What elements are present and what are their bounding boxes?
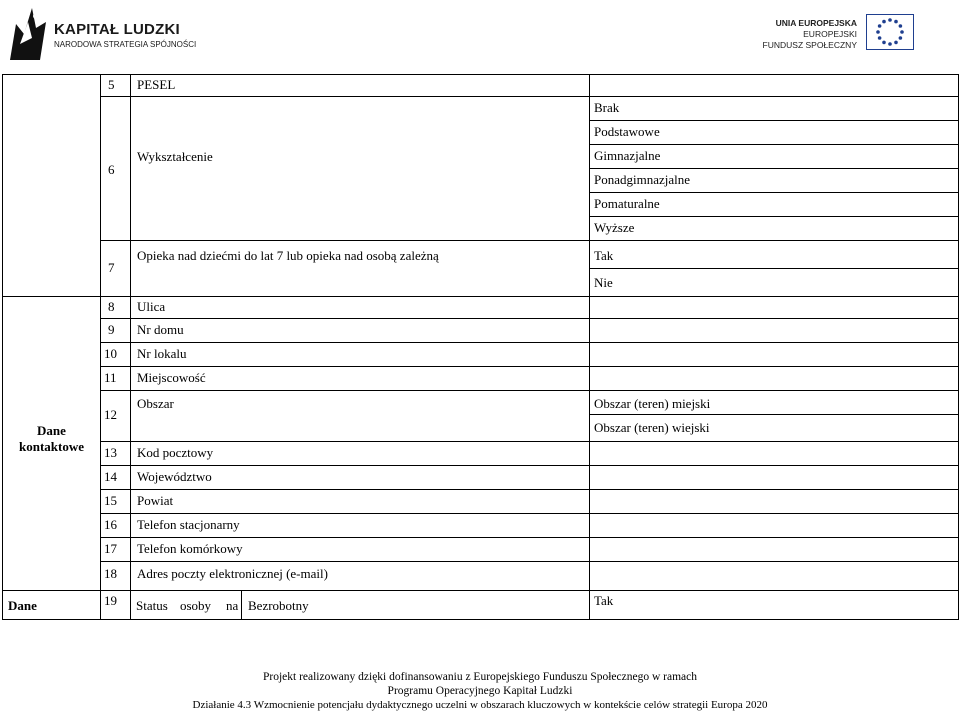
eu-logo-line3: FUNDUSZ SPOŁECZNY [762,40,857,50]
eu-logo-line1: UNIA EUROPEJSKA [775,18,857,28]
row-17-value[interactable] [589,537,959,562]
group-cell-contact [2,296,101,591]
row-17-num: 17 [100,537,131,562]
eu-flag-icon [866,14,914,50]
eu-star [888,18,892,22]
row-13-num: 13 [100,441,131,466]
row-16-num: 16 [100,513,131,538]
footer-line1: Projekt realizowany dzięki dofinansowaniu z Europejskiego Funduszu Społecznego w ramach [262,671,697,683]
eu-star [894,20,898,24]
row-6-option-6[interactable]: Wyższe [589,216,959,241]
eu-star [888,42,892,46]
row-6-label: Wykształcenie [130,96,590,241]
row-9-num: 9 [100,318,131,343]
row-5-num: 5 [100,74,131,97]
row-6-option-2[interactable]: Podstawowe [589,120,959,145]
row-16-value[interactable] [589,513,959,538]
row-6-option-3[interactable]: Gimnazjalne [589,144,959,169]
row-10-label: Nr lokalu [130,342,590,367]
row-14-num: 14 [100,465,131,490]
group-label-bottom: Dane [8,598,37,613]
row-7-option-2[interactable]: Nie [589,268,959,297]
row-5-label: PESEL [130,74,590,97]
row-11-value[interactable] [589,366,959,391]
row-16-label: Telefon stacjonarny [130,513,590,538]
row-18-num: 18 [100,561,131,591]
row-15-value[interactable] [589,489,959,514]
row-6-num: 6 [100,96,131,241]
eu-star [900,30,904,34]
row-7-option-1[interactable]: Tak [589,240,959,269]
footer-line3: Działanie 4.3 Wzmocnienie potencjału dydaktycznego uczelni w obszarach kluczowych w kontekście celów strategii Europa 2020 [192,699,768,711]
row-6-option-4[interactable]: Ponadgimnazjalne [589,168,959,193]
group-label-contact-line2: kontaktowe [18,439,84,454]
row-11-label: Miejscowość [130,366,590,391]
footer-line2: Programu Operacyjnego Kapitał Ludzki [387,685,573,697]
row-18-value[interactable] [589,561,959,591]
row-8-label: Ulica [130,296,590,319]
row-14-value[interactable] [589,465,959,490]
row-15-label: Powiat [130,489,590,514]
row-14-label: Województwo [130,465,590,490]
row-12-label: Obszar [130,390,590,442]
kapital-ludzki-title: KAPITAŁ LUDZKI [54,21,180,38]
row-11-num: 11 [100,366,131,391]
row-10-num: 10 [100,342,131,367]
eu-star [882,41,886,45]
group-label-contact-line1: Dane [37,423,66,438]
eu-star [899,36,903,40]
row-12-option-2[interactable]: Obszar (teren) wiejski [589,414,959,442]
row-8-value[interactable] [589,296,959,319]
group-cell-bottom [2,590,101,620]
kapital-ludzki-emblem-icon [6,4,50,62]
row-5-value [589,74,959,97]
row-9-label: Nr domu [130,318,590,343]
row-7-label: Opieka nad dziećmi do lat 7 lub opieka nad osobą zależną [130,240,590,297]
row-18-label: Adres poczty elektronicznej (e-mail) [130,561,590,591]
eu-star [899,24,903,28]
row-9-value[interactable] [589,318,959,343]
participant-form-table [2,74,959,620]
row-7-num: 7 [100,240,131,297]
row-19-label: Status osoby na [130,590,242,620]
row-17-label: Telefon komórkowy [130,537,590,562]
eu-logo [760,10,920,56]
row-12-option-1[interactable]: Obszar (teren) miejski [589,390,959,415]
row-15-num: 15 [100,489,131,514]
row-19-num: 19 [100,590,131,620]
eu-star [876,30,880,34]
eu-logo-line2: EUROPEJSKI [803,29,857,39]
eu-star [878,36,882,40]
row-6-option-5[interactable]: Pomaturalne [589,192,959,217]
eu-star [894,41,898,45]
row-13-label: Kod pocztowy [130,441,590,466]
row-10-value[interactable] [589,342,959,367]
row-13-value[interactable] [589,441,959,466]
kapital-ludzki-logo [6,4,196,62]
kapital-ludzki-subtitle: NARODOWA STRATEGIA SPÓJNOŚCI [54,40,197,49]
group-cell-top [2,74,101,297]
row-19-option[interactable]: Tak [589,590,959,620]
row-19-status: Bezrobotny [241,590,590,620]
eu-star [882,20,886,24]
row-12-num: 12 [100,390,131,442]
row-8-num: 8 [100,296,131,319]
eu-star [878,24,882,28]
row-6-option-1[interactable]: Brak [589,96,959,121]
